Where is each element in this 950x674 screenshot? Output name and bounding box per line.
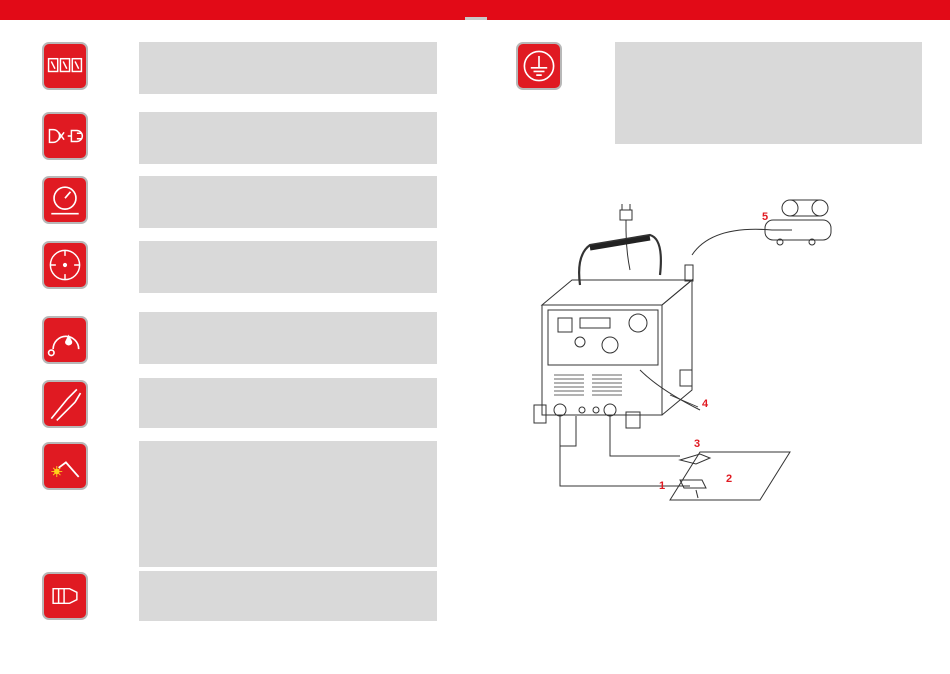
nozzle-icon	[42, 572, 88, 620]
ground-earth-icon	[516, 42, 562, 90]
text-box-5	[139, 312, 437, 364]
pliers-icon	[42, 380, 88, 428]
callout-1: 1	[659, 480, 666, 492]
power-plug-icon	[42, 112, 88, 160]
pressure-gauge-icon	[42, 176, 88, 224]
air-pressure-dial-icon	[42, 316, 88, 364]
text-box-1	[139, 42, 437, 94]
text-box-6	[139, 378, 437, 428]
callout-2: 2	[726, 473, 733, 485]
text-box-earth	[615, 42, 922, 144]
plasma-cutter-diagram	[520, 190, 850, 520]
top-bar-notch	[465, 17, 487, 20]
callout-3: 3	[694, 438, 701, 450]
callout-4: 4	[702, 398, 709, 410]
text-box-8	[139, 571, 437, 621]
duty-cycle-clock-icon	[42, 241, 88, 289]
digital-display-icon	[42, 42, 88, 90]
text-box-4	[139, 241, 437, 293]
plasma-torch-icon	[42, 442, 88, 490]
text-box-2	[139, 112, 437, 164]
text-box-3	[139, 176, 437, 228]
callout-5: 5	[762, 211, 769, 223]
text-box-7	[139, 441, 437, 567]
top-red-bar	[0, 0, 950, 20]
